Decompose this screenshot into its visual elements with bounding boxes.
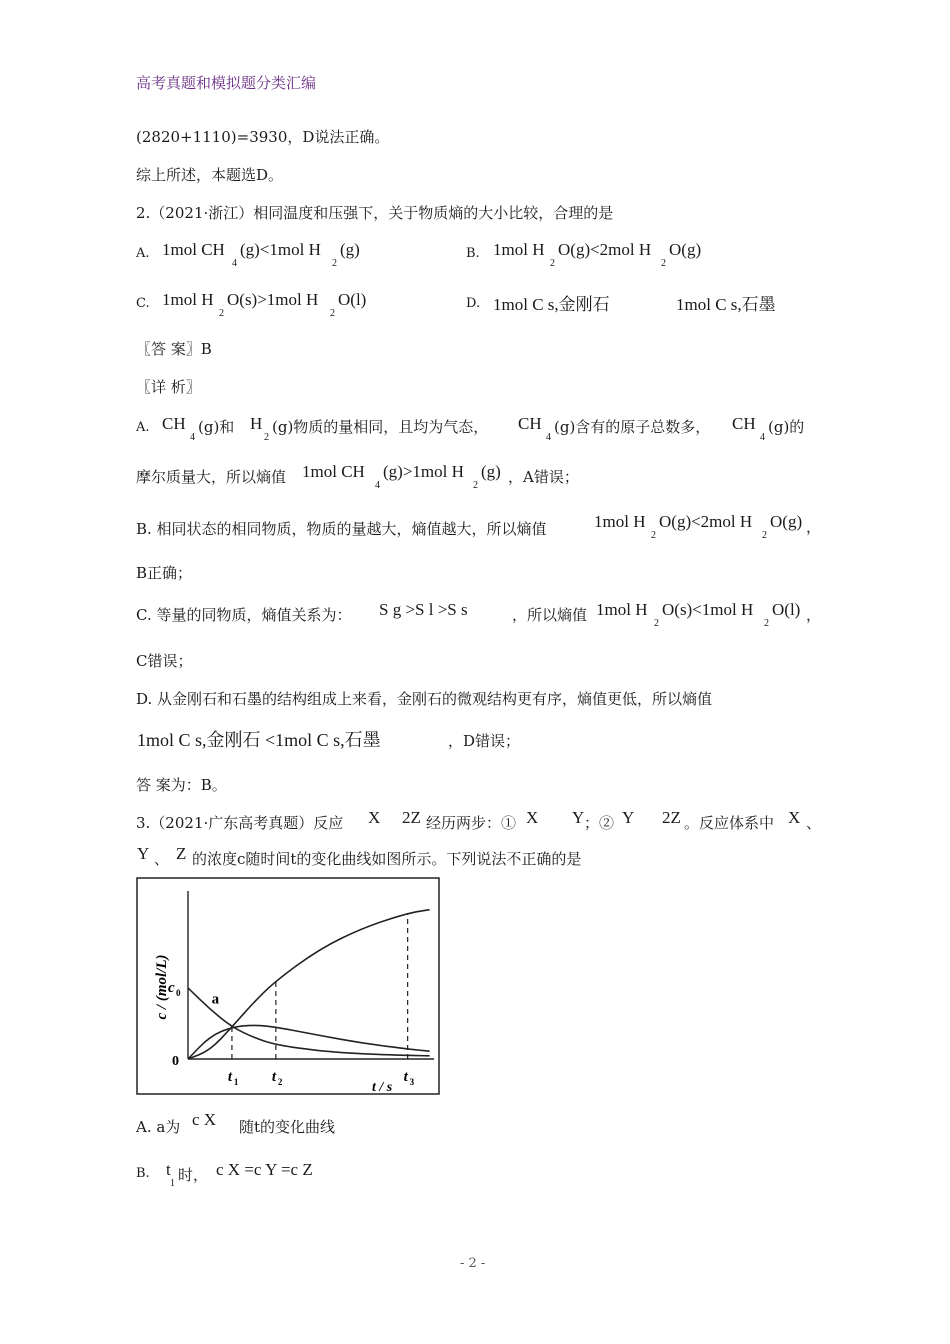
subscript: 4 xyxy=(232,258,237,269)
formula: O(s)>1mol H xyxy=(227,290,319,309)
page-header-title: 高考真题和模拟题分类汇编 xyxy=(136,74,317,92)
y-start-label: c xyxy=(168,979,175,996)
formula: 1mol C s,金刚石 xyxy=(493,295,610,314)
text: (g)物质的量相同，且均为气态， xyxy=(272,418,489,436)
formula: 1mol CH xyxy=(302,462,365,481)
formula: X xyxy=(788,808,801,827)
option-label: C. xyxy=(136,296,150,311)
option-label: B. xyxy=(466,246,480,261)
formula: (g)>1mol H xyxy=(383,462,464,481)
formula: (g) xyxy=(481,462,501,481)
text: (g)含有的原子总数多， xyxy=(554,418,711,436)
subscript: 1 xyxy=(170,1178,175,1189)
x-tick-sub: 1 xyxy=(233,1077,239,1087)
formula: 1mol H xyxy=(162,290,214,309)
text: 时， xyxy=(178,1166,209,1184)
text: B正确； xyxy=(136,564,193,582)
subscript: 2 xyxy=(654,618,659,629)
formula: O(g)<2mol H xyxy=(558,240,652,259)
text: ，D错误； xyxy=(448,732,521,750)
text: 摩尔质量大，所以熵值 xyxy=(136,468,287,486)
text: ，所以熵值 xyxy=(512,606,588,624)
text: B. 相同状态的相同物质，物质的量越大，熵值越大，所以熵值 xyxy=(136,520,547,538)
formula: 1mol H xyxy=(596,600,648,619)
subscript: 2 xyxy=(762,530,767,541)
subscript: 2 xyxy=(473,480,478,491)
option-label: A. xyxy=(136,246,150,261)
y-axis-label: c / (mol/L) xyxy=(154,954,170,1020)
formula: X xyxy=(368,808,381,827)
formula: O(l) xyxy=(338,290,367,309)
formula: c X xyxy=(192,1110,217,1129)
text: 答 案为：B。 xyxy=(136,776,227,794)
text: (g)和 xyxy=(198,418,235,436)
formula: H xyxy=(250,414,263,433)
text: ；② xyxy=(584,814,615,832)
formula: CH xyxy=(162,414,186,433)
formula: c X =c Y =c Z xyxy=(216,1160,313,1179)
subscript: 2 xyxy=(332,258,337,269)
text: (g)的 xyxy=(768,418,805,436)
answer-label: 〖答 案〗B xyxy=(136,340,212,358)
formula: Z xyxy=(176,844,187,863)
origin-label: 0 xyxy=(172,1054,179,1069)
subscript: 4 xyxy=(375,480,380,491)
formula: CH xyxy=(518,414,542,433)
formula: Y xyxy=(622,808,635,827)
x-tick-label: t xyxy=(271,1069,277,1085)
text: 随t的变化曲线 xyxy=(239,1118,336,1136)
formula: 1mol CH xyxy=(162,240,225,259)
text: C. 等量的同物质，熵值关系为： xyxy=(136,606,352,624)
analysis-label: 〖详 析〗 xyxy=(136,378,201,396)
y-start-sub: 0 xyxy=(176,987,181,998)
formula: 1mol H xyxy=(493,240,545,259)
option-label: D. xyxy=(466,296,481,311)
formula: t xyxy=(166,1160,171,1179)
formula: X xyxy=(526,808,539,827)
formula: 1mol H xyxy=(594,512,646,531)
text: D. 从金刚石和石墨的结构组成上来看，金刚石的微观结构更有序，熵值更低，所以熵值 xyxy=(136,690,713,708)
formula: O(s)<1mol H xyxy=(662,600,754,619)
subscript: 2 xyxy=(550,258,555,269)
text: ， xyxy=(806,606,822,624)
text: 的浓度c随时间t的变化曲线如图所示。下列说法不正确的是 xyxy=(192,850,582,868)
subscript: 4 xyxy=(546,432,551,443)
x-tick-label: t xyxy=(403,1069,408,1085)
subscript: 2 xyxy=(264,432,269,443)
subscript: 2 xyxy=(651,530,656,541)
subscript: 2 xyxy=(219,308,224,319)
text-line: (2820+1110)=3930，D说法正确。 xyxy=(136,128,390,146)
formula: Y xyxy=(572,808,585,827)
formula: (g) xyxy=(340,240,360,259)
subscript: 4 xyxy=(760,432,765,443)
subscript: 2 xyxy=(764,618,769,629)
text: 、 xyxy=(154,850,170,868)
text: ， xyxy=(806,518,822,536)
curve-label-a: a xyxy=(211,991,220,1008)
formula: 2Z xyxy=(662,808,681,827)
text: C错误； xyxy=(136,652,193,670)
text-line: 综上所述，本题选D。 xyxy=(136,166,284,184)
formula: O(l) xyxy=(772,600,801,619)
page-number: - 2 - xyxy=(460,1256,486,1271)
text: ，A错误； xyxy=(508,468,579,486)
x-axis-label: t / s xyxy=(372,1080,393,1095)
text: A. xyxy=(136,420,150,435)
subscript: 2 xyxy=(330,308,335,319)
subscript: 2 xyxy=(661,258,666,269)
formula: O(g)<2mol H xyxy=(659,512,753,531)
text: 经历两步：① xyxy=(426,814,517,832)
text: A. a为 xyxy=(136,1118,181,1136)
formula: (g)<1mol H xyxy=(240,240,321,259)
concentration-time-chart xyxy=(136,877,440,1095)
formula: O(g) xyxy=(669,240,702,259)
x-tick-label: t xyxy=(227,1069,233,1085)
x-tick-sub: 2 xyxy=(277,1077,283,1087)
formula: 1mol C s,金刚石 <1mol C s,石墨 xyxy=(137,730,381,750)
subscript: 4 xyxy=(190,432,195,443)
chart-frame xyxy=(137,878,439,1094)
text: 、 xyxy=(806,814,822,832)
x-tick-sub: 3 xyxy=(409,1077,415,1087)
text: 。反应体系中 xyxy=(684,814,775,832)
formula: 2Z xyxy=(402,808,421,827)
formula: S g >S l >S s xyxy=(379,600,468,619)
text: B. xyxy=(136,1166,150,1181)
formula: Y xyxy=(137,844,150,863)
formula: 1mol C s,石墨 xyxy=(676,295,776,314)
question-3-text: 3.（2021·广东高考真题）反应 xyxy=(136,814,344,832)
formula: CH xyxy=(732,414,756,433)
formula: O(g) xyxy=(770,512,803,531)
question-2-stem: 2.（2021·浙江）相同温度和压强下，关于物质熵的大小比较，合理的是 xyxy=(136,204,614,222)
